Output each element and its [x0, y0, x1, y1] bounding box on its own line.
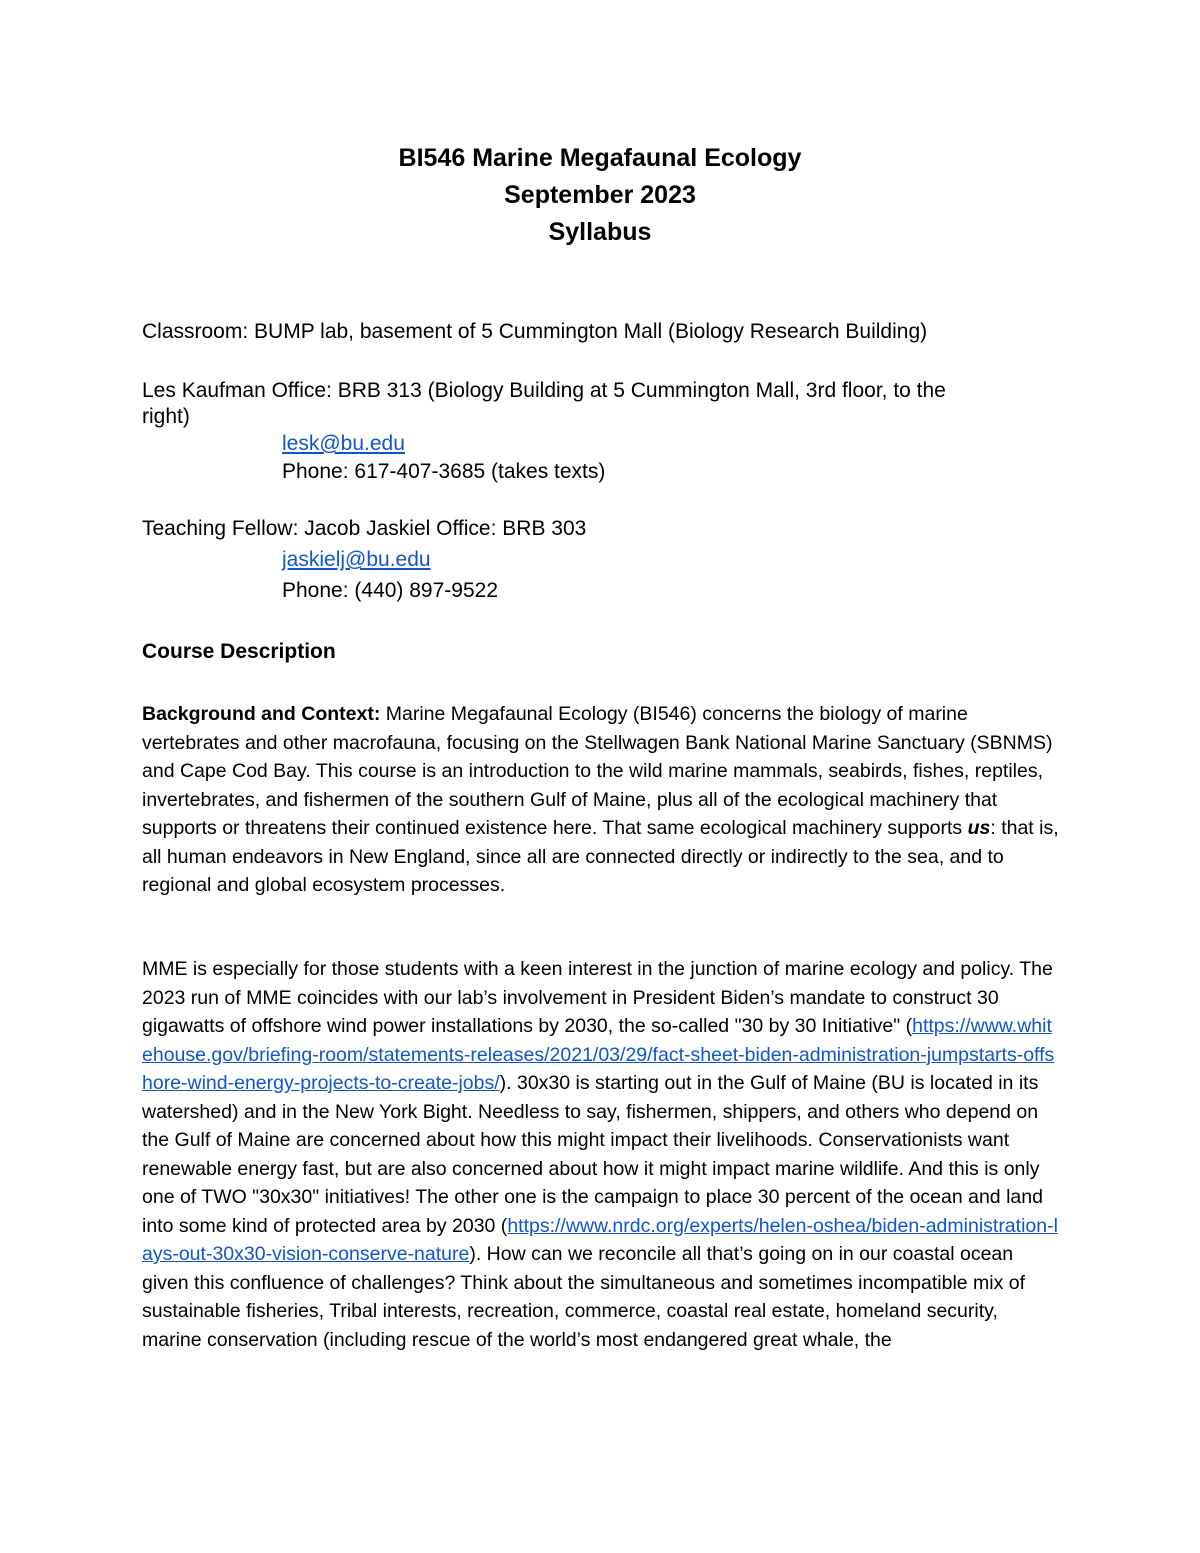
document-type: Syllabus [548, 218, 652, 246]
section-heading-course-description: Course Description [142, 640, 336, 663]
nrdc-link[interactable]: https://www.nrdc.org/experts/helen-oshea/biden-administration-lays-out-30x30-vision-conserve-nature [142, 1214, 1058, 1265]
mme-text-2: ). 30x30 is starting out in the Gulf of Maine (BU is located in its watershed) and in the New York Bight. Needless to say, fishermen, shippers, and others who depend on the Gulf of Maine are concerned about how this might impact their livelihoods. Conservationists want renewable energy fast, but are also concerned about how it might impact marine wildlife. And this is only one of TWO "30x30" initiatives! The other one is the campaign to place 30 percent of the ocean and land into some kind of protected area by 2030 ( [142, 1072, 1043, 1237]
background-text-1: Marine Megafaunal Ecology (BI546) concerns the biology of marine vertebrates and other macrofauna, focusing on the Stellwagen Bank National Marine Sanctuary (SBNMS) and Cape Cod Bay. This course is an introduction to the wild marine mammals, seabirds, fishes, reptiles, invertebrates, and fishermen of the southern Gulf of Maine, plus all of the ecological machinery that supports or threatens their continued existence here. That same ecological machinery supports [142, 703, 1053, 839]
mme-paragraph [142, 955, 1062, 1354]
tf-phone: Phone: (440) 897-9522 [282, 579, 498, 602]
tf-email-link[interactable]: jaskielj@bu.edu [282, 548, 431, 571]
course-title: BI546 Marine Megafaunal Ecology [398, 144, 802, 172]
background-paragraph [142, 700, 1062, 900]
background-text-2: : that is, all human endeavors in New England, since all are connected directly or indirectly to the sea, and to regional and global ecosystem processes. [142, 817, 1059, 896]
classroom-line: Classroom: BUMP lab, basement of 5 Cummington Mall (Biology Research Building) [142, 320, 928, 343]
whitehouse-link[interactable]: https://www.whitehouse.gov/briefing-room/statements-releases/2021/03/29/fact-sheet-biden-administration-jumpstarts-offshore-wind-energy-projects-to-create-jobs/ [142, 1015, 1055, 1094]
background-label: Background and Context: [142, 703, 381, 725]
background-emphasis: us [967, 817, 991, 839]
mme-text-3: ). How can we reconcile all that’s going on in our coastal ocean given this confluence of challenges? Think about the simultaneous and sometimes incompatible mix of sustainable fisheries, Tribal interests, recreation, commerce, coastal real estate, homeland security, marine conservation (including rescue of the world’s most endangered great whale, the [142, 1243, 1026, 1351]
instructor-phone: Phone: 617-407-3685 (takes texts) [282, 460, 606, 483]
instructor-email-link[interactable]: lesk@bu.edu [282, 432, 405, 455]
mme-text-1: MME is especially for those students with a keen interest in the junction of marine ecology and policy. The 2023 run of MME coincides with our lab’s involvement in President Biden’s mandate to construct 30 gigawatts of offshore wind power installations by 2030, the so-called "30 by 30 Initiative" ( [142, 958, 1053, 1037]
instructor-office-line-cont: right) [142, 405, 190, 428]
instructor-email-line [282, 430, 405, 458]
instructor-office-line: Les Kaufman Office: BRB 313 (Biology Building at 5 Cummington Mall, 3rd floor, to the [142, 379, 946, 402]
title-block [0, 140, 1200, 251]
course-term: September 2023 [504, 181, 696, 209]
teaching-fellow-line: Teaching Fellow: Jacob Jaskiel Office: BRB 303 [142, 517, 587, 540]
tf-email-line [282, 546, 431, 574]
